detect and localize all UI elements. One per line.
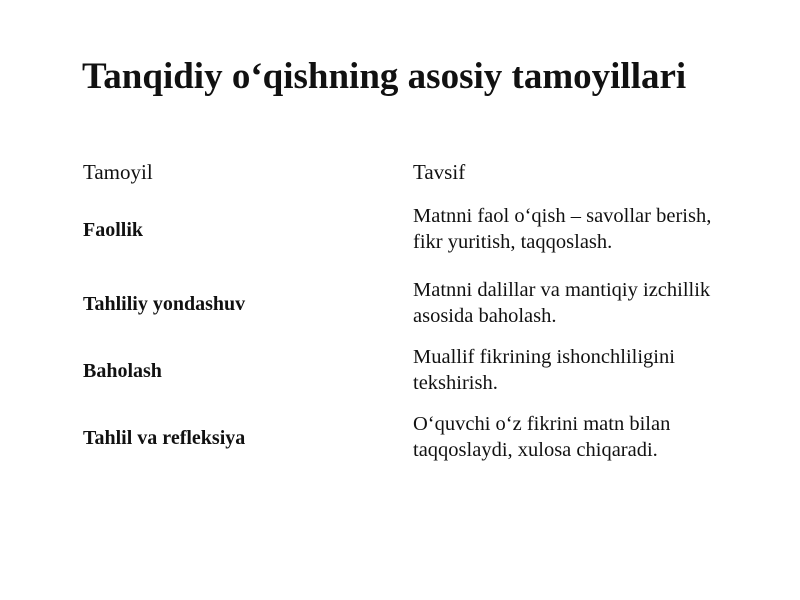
principle-description: Matnni dalillar va mantiqiy izchillik asosida baholash.: [413, 279, 711, 327]
principle-name: Faollik: [83, 219, 144, 241]
column-header-principle: Tamoyil: [83, 160, 153, 184]
principle-name: Tahlil va refleksiya: [83, 427, 246, 449]
principle-description: Muallif fikrining ishonchliligini tekshirish.: [413, 346, 675, 394]
slide-title: Tanqidiy oʻqishning asosiy tamoyillari: [82, 56, 687, 97]
principle-name: Tahliliy yondashuv: [83, 293, 246, 315]
principle-description: Oʻquvchi oʻz fikrini matn bilan taqqoslaydi, xulosa chiqaradi.: [413, 413, 671, 461]
column-header-description: Tavsif: [413, 160, 466, 184]
principle-name: Baholash: [83, 360, 162, 382]
principle-description: Matnni faol oʻqish – savollar berish, fikr yuritish, taqqoslash.: [413, 205, 712, 253]
